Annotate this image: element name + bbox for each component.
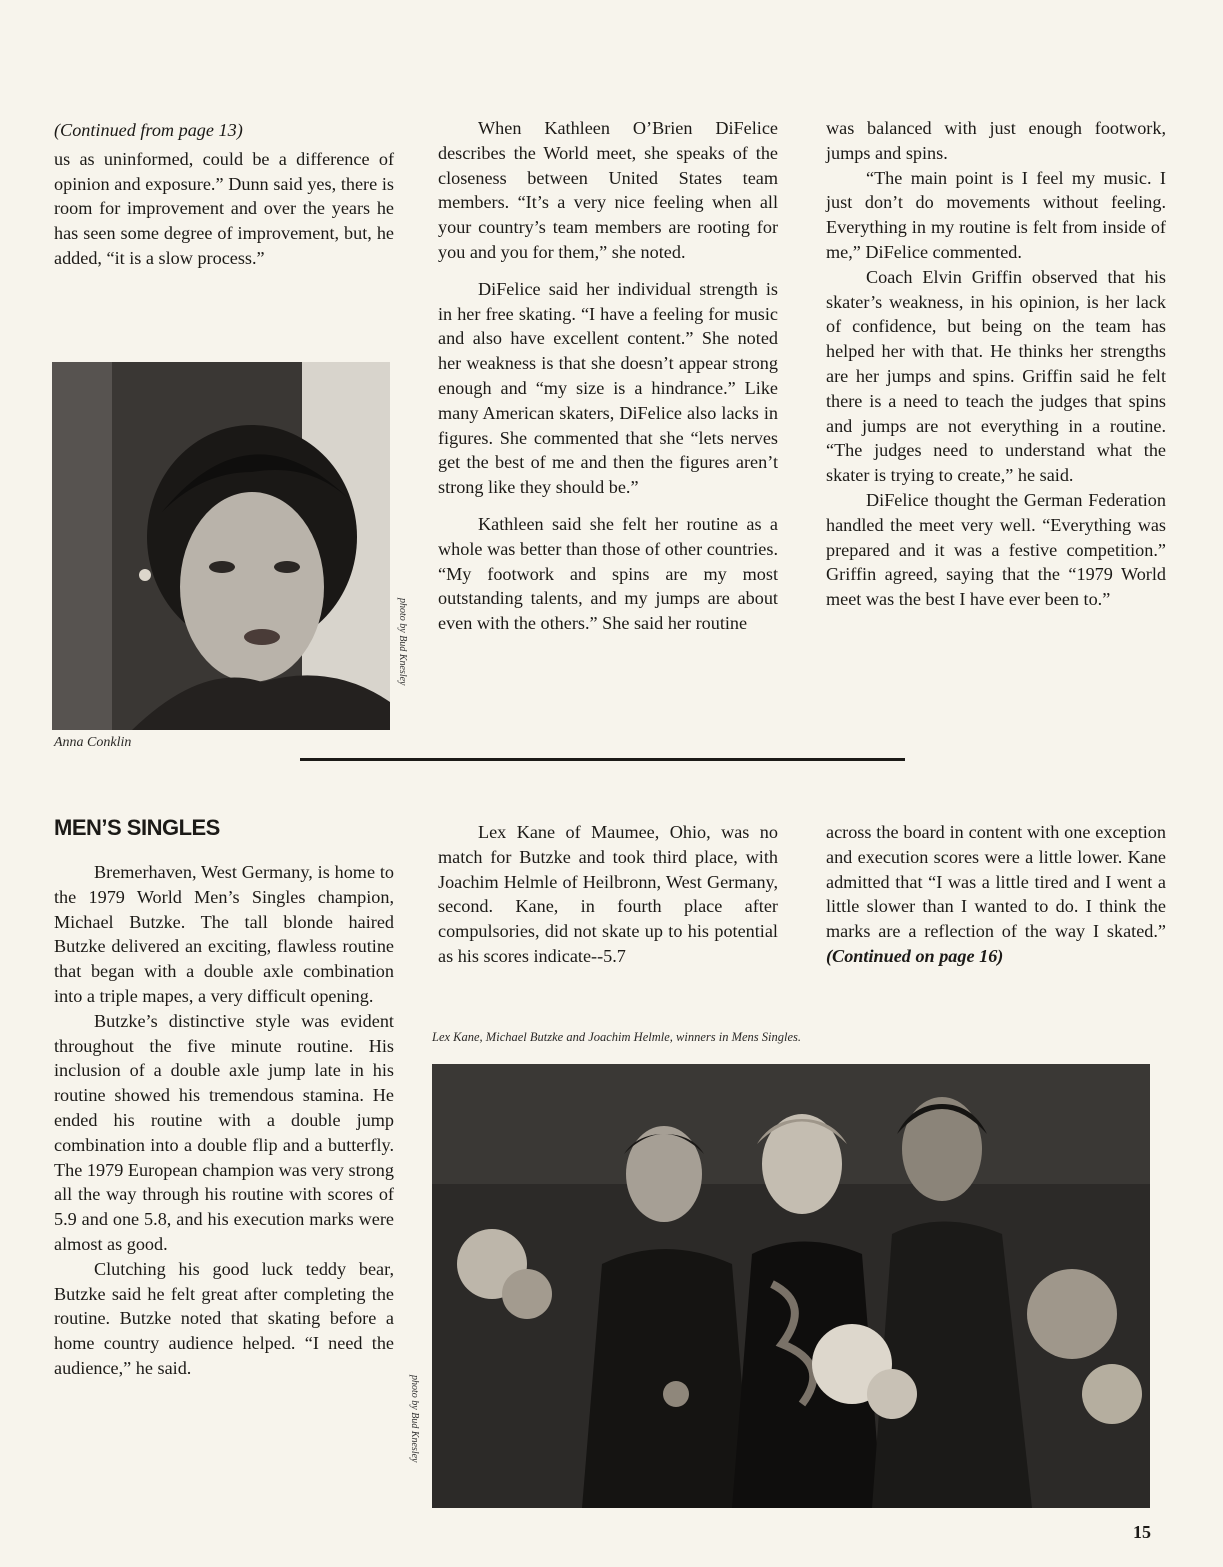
bottom-column-1 bbox=[54, 860, 394, 1381]
winners-image bbox=[432, 1064, 1150, 1508]
article-paragraph: Kathleen said she felt her routine as a whole was better than those of other countries. “My footwork and spins are my most outstanding talents, and my jumps are about even with the others.” She said her routine bbox=[438, 513, 778, 634]
article-paragraph: Butzke’s distinctive style was evident throughout the five minute routine. His inclusion of a double axle jump late in his routine showed his tremendous stamina. He ended his routine with a double jump combination into a double flip and a butterfly. The 1979 European champion was very strong all the way through his routine with scores of 5.9 and one 5.8, and his execution marks were almost as good. bbox=[54, 1010, 394, 1254]
bottom-column-3 bbox=[826, 820, 1166, 969]
winners-photo-credit: photo by Bud Knesley bbox=[409, 1375, 420, 1463]
top-column-1 bbox=[54, 118, 394, 271]
page-number: 15 bbox=[1133, 1522, 1151, 1542]
article-paragraph bbox=[826, 820, 1166, 969]
section-divider bbox=[300, 758, 905, 761]
article-paragraph: Clutching his good luck teddy bear, Butzke said he felt great after completing the routine. Butzke noted that skating before a home country audience helped. “I need the audience,” he said. bbox=[54, 1258, 394, 1378]
top-column-3 bbox=[826, 116, 1166, 612]
anna-photo-credit: photo by Bud Knesley bbox=[397, 598, 408, 686]
winners-photo-caption: Lex Kane, Michael Butzke and Joachim Helmle, winners in Mens Singles. bbox=[432, 1030, 802, 1044]
continued-on-label: (Continued on page 16) bbox=[826, 945, 1004, 966]
anna-conklin-photo bbox=[52, 362, 390, 730]
article-paragraph: DiFelice thought the German Federation handled the meet very well. “Everything was prepared and it was a festive competition.” Griffin agreed, saying that the “1979 World meet was the best I have ever been to.” bbox=[826, 489, 1166, 610]
article-paragraph: DiFelice said her individual strength is in her free skating. “I have a feeling for music and also have excellent content.” She noted her weakness is that she doesn’t appear strong enough and “my size is a hindrance.” Like many American skaters, DiFelice also lacks in figures. She commented that she “lets nerves get the best of me and then the figures aren’t strong like they should be.” bbox=[438, 278, 778, 498]
top-column-2 bbox=[438, 116, 778, 636]
article-paragraph: was balanced with just enough footwork, jumps and spins. bbox=[826, 118, 1166, 163]
winners-photo bbox=[432, 1064, 1150, 1508]
continued-from-label: (Continued from page 13) bbox=[54, 120, 243, 140]
portrait-image bbox=[52, 362, 390, 730]
article-paragraph: Bremerhaven, West Germany, is home to the 1979 World Men’s Singles champion, Michael Butzke. The tall blonde haired Butzke delivered an exciting, flawless routine that began with a double axle combination into a triple mapes, a very difficult opening. bbox=[54, 862, 394, 1006]
article-paragraph: Coach Elvin Griffin observed that his skater’s weakness, in his opinion, is her lack of confidence, but being on the team has helped her with that. He thinks her strengths are her jumps and spins. Griffin said he felt there is a need to teach the judges that spins and jumps are not everything in a routine. “The judges need to understand what the skater is trying to create,” he said. bbox=[826, 266, 1166, 486]
mens-singles-heading: MEN’S SINGLES bbox=[54, 815, 220, 840]
article-paragraph: When Kathleen O’Brien DiFelice describes the World meet, she speaks of the closeness between United States team members. “It’s a very nice feeling when all your country’s team members are rooting for you and you for them,” she noted. bbox=[438, 118, 778, 262]
anna-photo-caption: Anna Conklin bbox=[54, 735, 132, 750]
bottom-column-2 bbox=[438, 820, 778, 969]
article-paragraph: “The main point is I feel my music. I just don’t do movements without feeling. Everything in my routine is felt from inside of me,” DiFelice commented. bbox=[826, 167, 1166, 262]
article-paragraph: Lex Kane of Maumee, Ohio, was no match for Butzke and took third place, with Joachim Helmle of Heilbronn, West Germany, second. Kane, in fourth place after compulsories, did not skate up to his potential as his scores indicate--5.7 bbox=[438, 822, 778, 966]
article-text: across the board in content with one exception and execution scores were a little lower. Kane admitted that “I was a little tired and I went a little slower than I wanted to do. I think the marks are a reflection of the way I skated.” bbox=[826, 822, 1166, 942]
article-paragraph: us as uninformed, could be a difference of opinion and exposure.” Dunn said yes, there is room for improvement and over the years he has seen some degree of improvement, but, he added, “it is a slow process.” bbox=[54, 148, 394, 268]
